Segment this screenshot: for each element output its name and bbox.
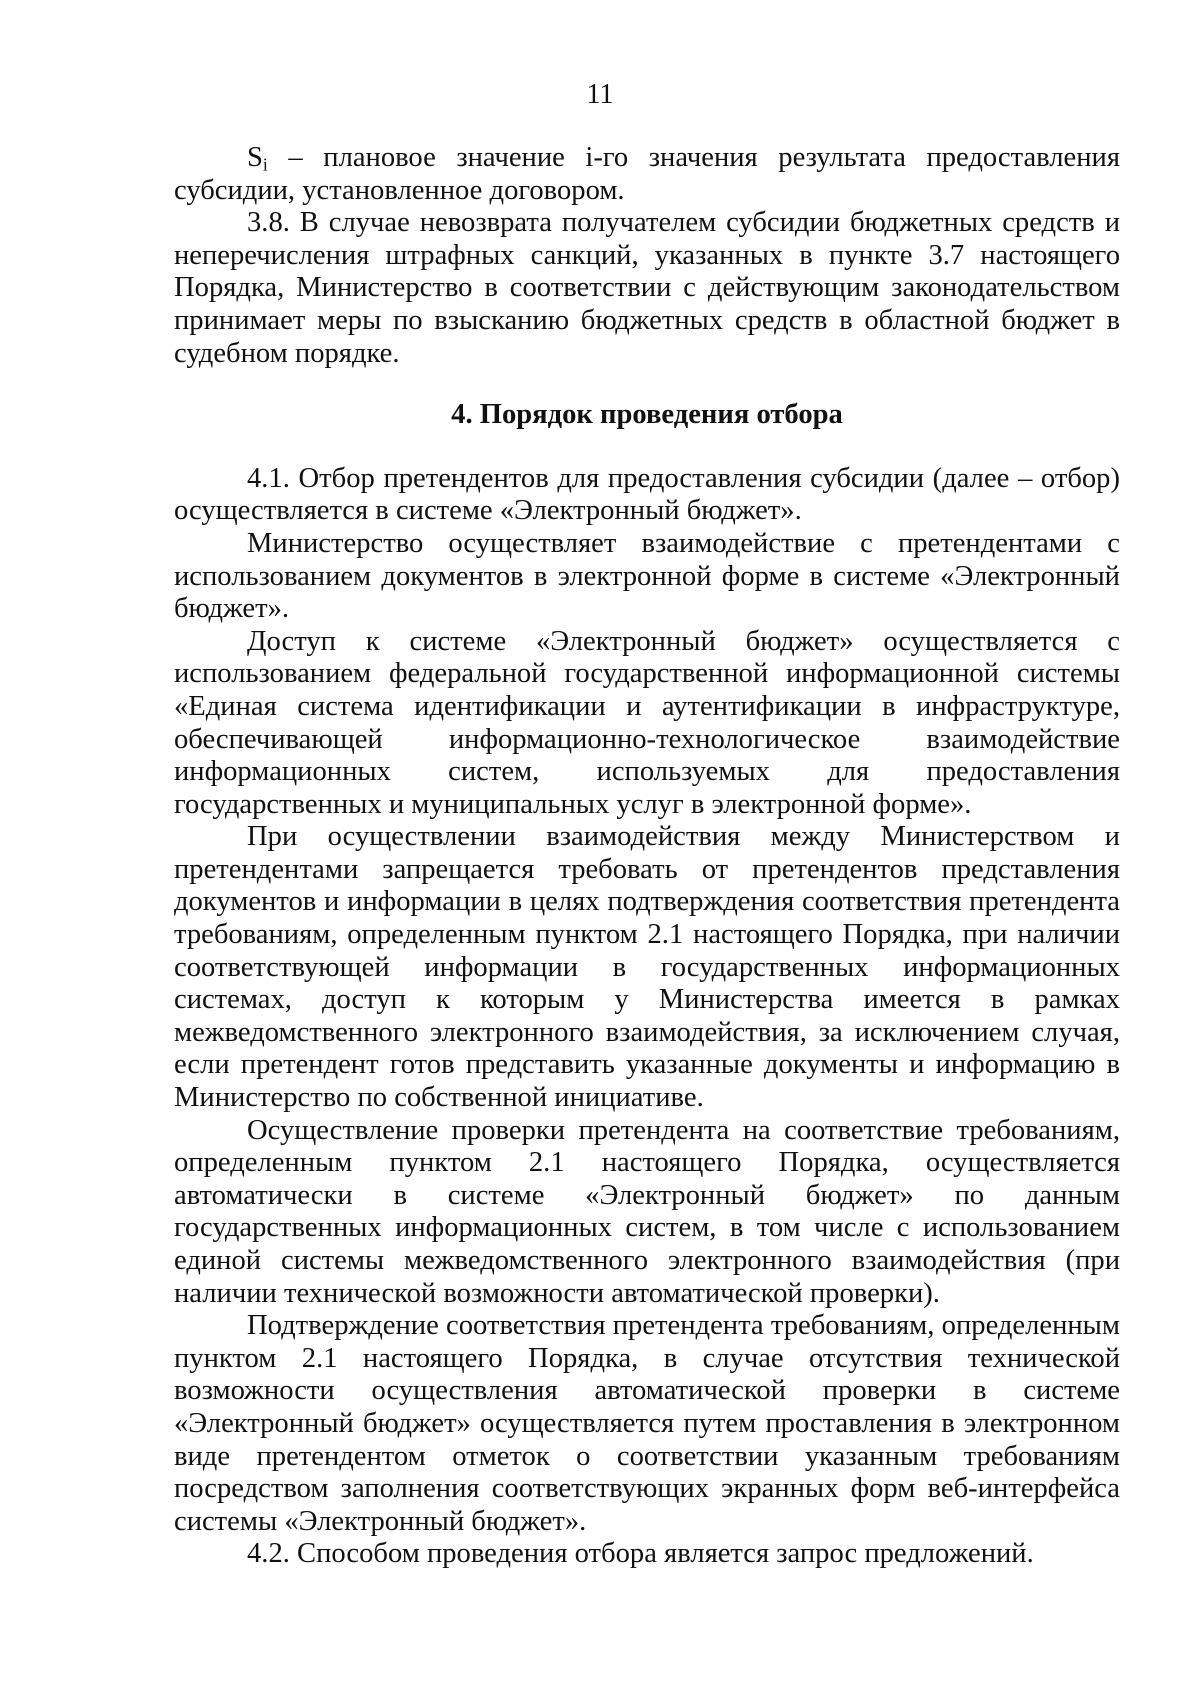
paragraph-compliance-confirmation: Подтверждение соответствия претендента требованиям, определенным пунктом 2.1 настоящего Порядка, в случае отсутствия технической возможности осуществления автоматической проверки в системе «Электронный бюджет» осуществляется путем проставления в электронном виде претендентом отметок о соответствии указанным требованиям посредством заполнения соответствующих экранных форм веб-интерфейса системы «Электронный бюджет». [174,1310,1120,1537]
section-heading: 4. Порядок проведения отбора [451,399,843,431]
document-body [174,142,1120,1571]
page-number: 11 [586,79,614,110]
formula-subscript: i [262,154,268,175]
paragraph-document-request-prohibition: При осуществлении взаимодействия между Министерством и претендентами запрещается требовать от претендентов представления документов и информации в целях подтверждения соответствия претендента требованиям, определенным пунктом 2.1 настоящего Порядка, при наличии соответствующей информации в государственных информационных системах, доступ к которым у Министерства имеется в рамках межведомственного электронного взаимодействия, за исключением случая, если претендент готов представить указанные документы и информацию в Министерство по собственной инициативе. [174,821,1120,1114]
paragraph-si-definition [174,142,1120,207]
paragraph-system-access: Доступ к системе «Электронный бюджет» осуществляется с использованием федеральной государственной информационной системы «Единая система идентификации и аутентификации в инфраструктуре, обеспечивающей информационно-технологическое взаимодействие информационных систем, используемых для предоставления государственных и муниципальных услуг в электронной форме». [174,625,1120,820]
formula-symbol: S [247,142,263,173]
paragraph-4-1: 4.1. Отбор претендентов для предоставления субсидии (далее – отбор) осуществляется в системе «Электронный бюджет». [174,462,1120,527]
paragraph-4-2: 4.2. Способом проведения отбора является запрос предложений. [247,1538,1034,1570]
paragraph-ministry-interaction: Министерство осуществляет взаимодействие с претендентами с использованием документов в электронной форме в системе «Электронный бюджет». [174,527,1120,625]
paragraph-3-8: 3.8. В случае невозврата получателем субсидии бюджетных средств и неперечисления штрафных санкций, указанных в пункте 3.7 настоящего Порядка, Министерство в соответствии с действующим законодательством принимает меры по взысканию бюджетных средств в областной бюджет в судебном порядке. [174,207,1120,369]
paragraph-automatic-check: Осуществление проверки претендента на соответствие требованиям, определенным пунктом 2.1 настоящего Порядка, осуществляется автоматически в системе «Электронный бюджет» по данным государственных информационных систем, в том числе с использованием единой системы межведомственного электронного взаимодействия (при наличии технической возможности автоматической проверки). [174,1114,1120,1309]
paragraph-text: – плановое значение i-го значения результата предоставления субсидии, установленное договором. [174,142,1120,206]
